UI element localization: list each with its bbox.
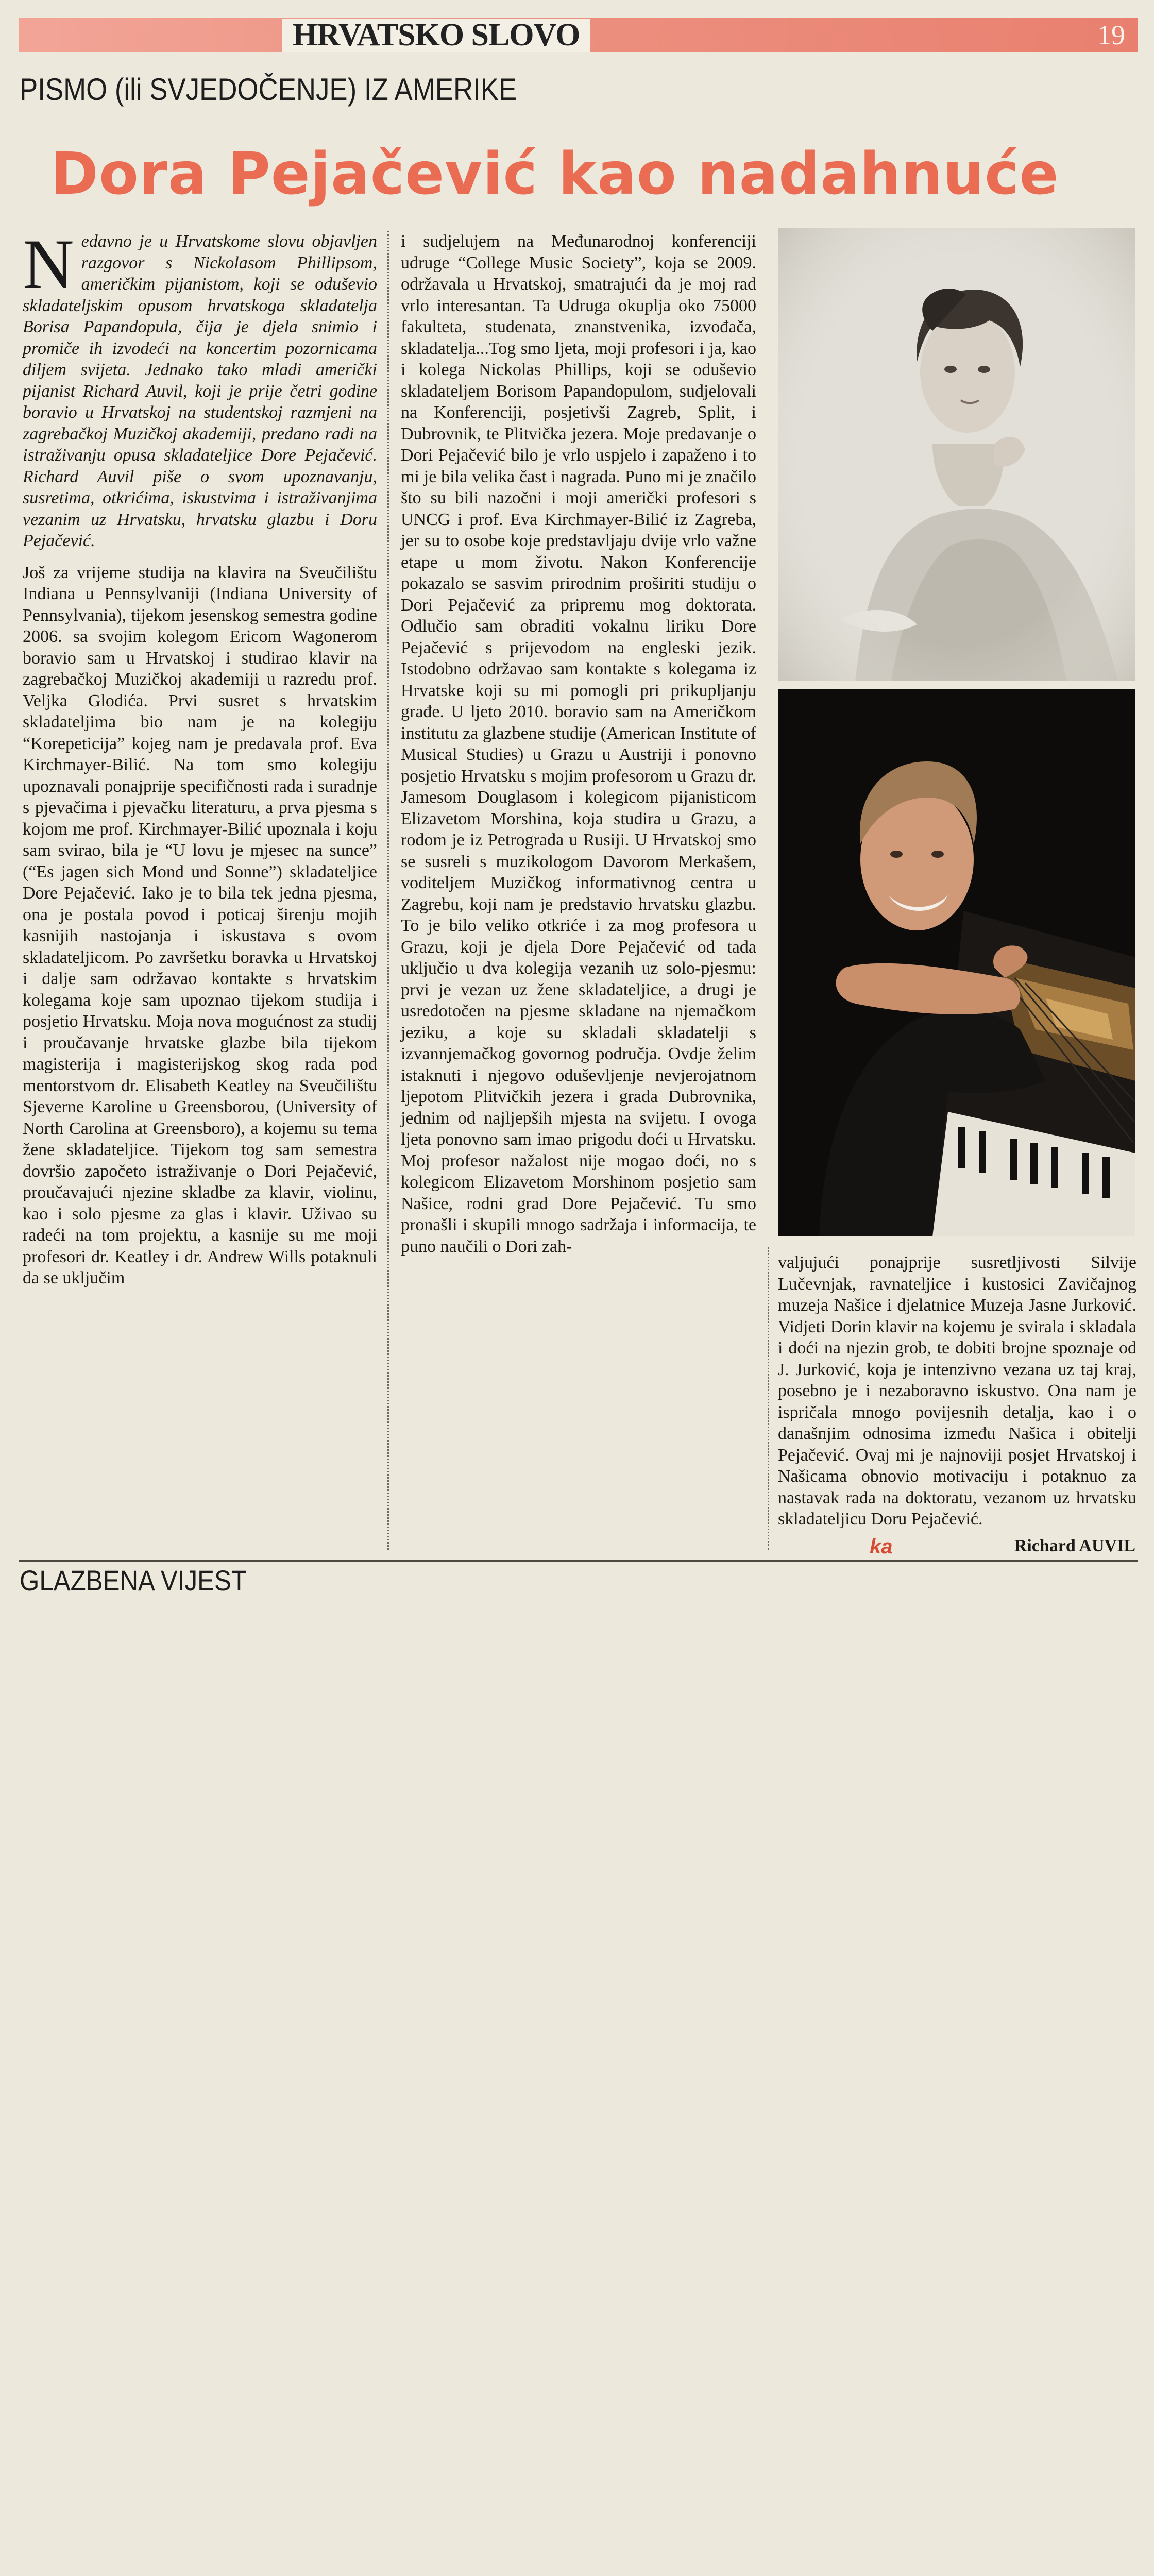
- section-kicker: PISMO (ili SVJEDOČENJE) IZ AMERIKE: [20, 72, 517, 107]
- intro-paragraph: [23, 225, 377, 552]
- next-section-heading: GLAZBENA VIJEST: [20, 1564, 247, 1597]
- article-column-1: [23, 225, 377, 1612]
- article-column-2: [401, 231, 756, 1612]
- body-paragraph: valjujući ponajprije susretljivosti Silvije Lučevnjak, ravnateljice i kustosici Zavičajnog muzeja Našice i djelatnice Muzeja Jasne Jurković. Vidjeti Dorin klavir na kojemu je svirala i skladala i doći na njezin grob, te dobiti brojne spoznaje od J. Jurković, koja je intenzivno vezana uz taj kraj, posebno je i nezaboravno iskustvo. Ona nam je ispričala mnogo povijesnih detalja, kao i o današnjim odnosima između Našica i obitelji Pejačević. Ovaj mi je najnoviji posjet Hrvatskoj i Našicama obnovio motivaciju i potaknuo za nastavak rada na doktoratu, vezanom uz hrvatsku skladateljicu Doru Pejačević.: [778, 1253, 1136, 1529]
- author-byline: Richard AUVIL: [1014, 1536, 1135, 1555]
- column-divider: [768, 1247, 769, 1550]
- photo-richard-auvil-at-piano: [778, 689, 1135, 1236]
- intro-text: edavno je u Hrvatskome slovu objavljen razgovor s Nickolasom Phillipsom, američkim pijanistom, koji se oduševio skladateljskim opusom hrvatskoga skladatelja Borisa Papandopula, čija je djela snimio i promiče ih izvodeći na koncertim pozornicama diljem svijeta. Jednako tako mladi američki pijanist Richard Auvil, koji je prije četri godine boravio u Hrvatskoj na studentskoj razmjeni na zagrebačkoj Muzičkoj akademiji, predano radi na istraživanju opusa skladateljice Dore Pejačević. Richard Auvil piše o svom upoznavanju, susretima, otkrićima, iskustvima i istraživanjima vezanim uz Hrvatsku, hrvatsku glazbu i Doru Pejačević.: [23, 232, 377, 550]
- body-paragraph: Još za vrijeme studija na klavira na Sveučilištu Indiana u Pennsylvaniji (Indiana University of Pennsylvania), tijekom jesenskog semestra godine 2006. sa svojim kolegom Ericom Wagonerom boravio sam u Hrvatskoj i studirao klavir na zagrebačkoj Muzičkoj akademiji u razredu prof. Veljka Glodića. Prvi susret s hrvatskim skladateljima bio nam je na kolegiju “Korepeticija” kojeg nam je predavala prof. Eva Kirchmayer-Bilić. Na tom smo kolegiju upoznavali ponajprije specifičnosti rada i suradnje s pjevačima i pjevačku literaturu, a prva pjesma s kojom me prof. Kirchmayer-Bilić upoznala i koju sam svirao, bila je “U lovu je mjesec na sunce” (“Es jagen sich Mond und Sonne”) skladateljice Dore Pejačević. Iako je to bila tek jedna pjesma, ona je postala povod i poticaj širenju mojih kasnijih nastojanja i iskustava s ovom skladateljicom. Po završetku boravka u Hrvatskoj i dalje sam održavao kontakte s hrvatskim kolegama koje sam upoznao tijekom studija i posjetio Hrvatsku. Moja nova mogućnost za studij i proučavanje hrvatske glazbe bila tijekom magisterija i magisterijskog skog rada pod mentorstvom dr. Elisabeth Keatley na Sveučilištu Sjeverne Karoline u Greensborou, (University of North Carolina at Greensboro), a kojemu su tema žene skladateljice. Tijekom tog sam semestra dovršio započeto istraživanje o Dori Pejačević, proučavajući njezine skladbe za klavir, violinu, kao i solo pjesme za glas i klavir. Uživao su radeći na tom projektu, a kasnije su me moji profesori dr. Keatley i dr. Andrew Wills potaknuli da se uključim: [23, 563, 377, 1287]
- publisher-logo: ka: [870, 1535, 893, 1558]
- drop-cap: N: [23, 225, 74, 303]
- page-number: 19: [1097, 20, 1125, 50]
- bottom-divider: [19, 1560, 1138, 1562]
- article-column-3: [778, 1252, 1136, 2576]
- column-divider: [387, 231, 389, 1550]
- masthead: HRVATSKO SLOVO: [282, 19, 590, 52]
- headline: Dora Pejačević kao nadahnuće: [50, 141, 1059, 208]
- byline-row: [779, 1535, 1135, 1558]
- portrait-photo-dora-pejacevic: [778, 228, 1135, 681]
- pianist-illustration: [778, 689, 1135, 1236]
- portrait-illustration: [778, 228, 1135, 681]
- body-paragraph: i sudjelujem na Međunarodnoj konferenciji udruge “College Music Society”, koja se 2009. održavala u Hrvatskoj, smatrajući da je moj rad vrlo interesantan. Ta Udruga okuplja oko 75000 fakulteta, studenata, znanstvenika, izvođača, skladatelja...Tog smo ljeta, moji profesori i ja, kao i kolega Nickolas Phillips, koji se oduševio skladateljem Borisom Papandopulom, sudjelovali na Konferenciji, posjetivši Zagreb, Split, i Dubrovnik, te Plitvička jezera. Moje predavanje o Dori Pejačević bilo je vrlo uspjelo i zapaženo i to mi je bila velika čast i nagrada. Puno mi je značilo što su bili nazočni i moji američki profesori s UNCG i prof. Eva Kirchmayer-Bilić iz Zagreba, jer su to osobe koje predstavljaju dvije vrlo važne etape u mom životu. Nakon Konferencije pokazalo se sasvim prirodnim proširiti studiju o Dori Pejačević za pripremu mog doktorata. Odlučio sam obraditi vokalnu liriku Dore Pejačević s prijevodom na engleski jezik. Istodobno održavao sam kontakte s kolegama iz Hrvatske koji su mi pomogli pri prikupljanju građe. U ljeto 2010. boravio sam na Američkom institutu za glazbene studije (American Institute of Musical Studies) u Grazu u Austriji i ponovno posjetio Hrvatsku s mojim profesorom u Grazu dr. Jamesom Douglasom i kolegicom pijanisticom Elizavetom Morshina, koja studira u Grazu, a rodom je iz Petrograda u Rusiji. U Hrvatskoj smo se susreli s muzikologom Davorom Merkašem, voditeljem Muzičkog informativnog centra u Zagrebu, koji nam je predstavio hrvatsku glazbu. To je bilo veliko otkriće i za mog profesora u Grazu, koji je djela Dore Pejačević od tada uključio u dva kolegija vezanih uz solo-pjesmu: prvi je vezan uz žene skladateljice, a drugi je usredotočen na pjesme skladane na njemačkom jeziku, a koje su skladali skladatelji s izvannjemačkog govornog područja. Ovdje želim istaknuti i njegovo oduševljenje nevjerojatnom ljepotom Plitvičkih jezera i grada Dubrovnika, jednim od najljepših mjesta na svijetu. I ovoga ljeta ponovno sam imao prigodu doći u Hrvatsku. Moj profesor nažalost nije mogao doći, no s kolegicom Elizavetom Morshinom posjetio sam Našice, rodni grad Dore Pejačević. Tu smo pronašli i skupili mnogo sadržaja i informacija, te puno naučili o Dori zah-: [401, 232, 756, 1256]
